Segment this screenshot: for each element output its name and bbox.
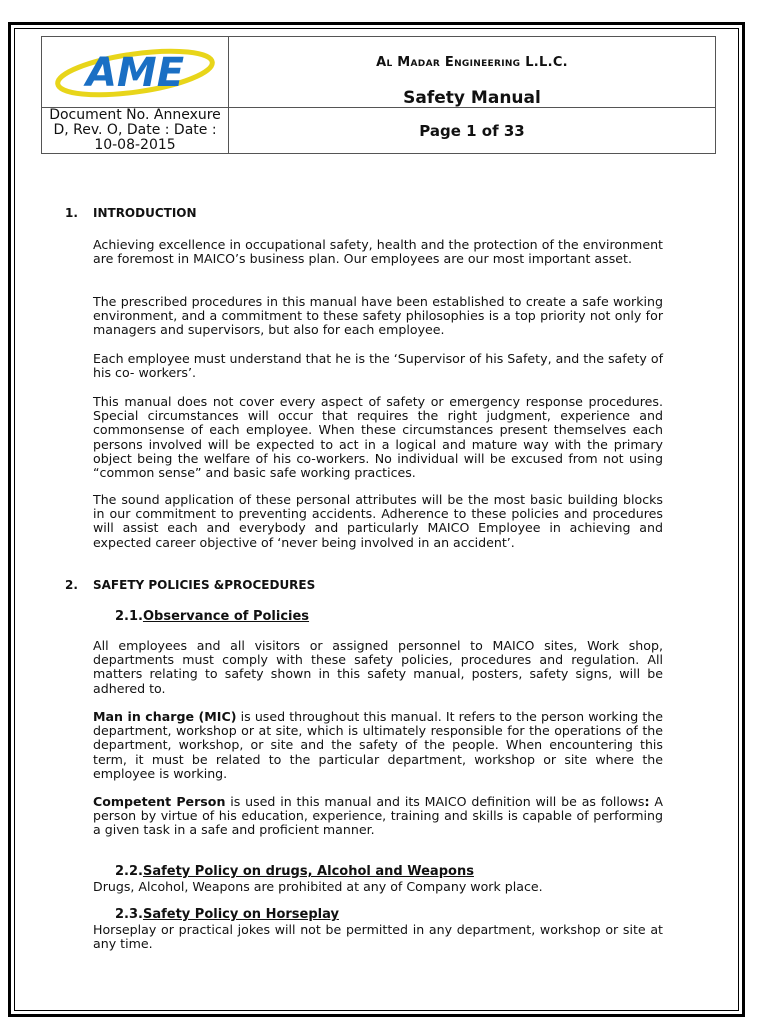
paragraph: Drugs, Alcohol, Weapons are prohibited at any of Company work place. xyxy=(93,879,543,894)
subsection-heading-observance: 2.1.Observance of Policies xyxy=(115,609,310,624)
paragraph: All employees and all visitors or assigned personnel to MAICO sites, Work shop, departments must comply with these safety policies, procedures and regulation. All matters relating to safety shown in this safety manual, posters, safety signs, will be adhered to. xyxy=(93,638,663,696)
paragraph: Horseplay or practical jokes will not be permitted in any department, workshop or site at any time. xyxy=(93,922,663,952)
company-cell xyxy=(229,37,716,108)
section-heading-introduction: 1. INTRODUCTION xyxy=(65,206,197,220)
document-number: Document No. Annexure D, Rev. O, Date : Date : 10-08-2015 xyxy=(42,108,229,154)
paragraph: Each employee must understand that he is the ‘Supervisor of his Safety, and the safety of his co- workers’. xyxy=(93,351,663,381)
paragraph: This manual does not cover every aspect of safety or emergency response procedures. Special circumstances will occur that requires the right judgment, experience and commonsense of each employee. When these circumstances present themselves each persons involved will be expected to act in a logical and mature way with the primary object being the welfare of his co-workers. No individual will be excused from not using “common sense” and basic safe working practices. xyxy=(93,394,663,481)
paragraph: Achieving excellence in occupational safety, health and the protection of the environment are foremost in MAICO’s business plan. Our employees are our most important asset. xyxy=(93,237,663,267)
logo-cell xyxy=(42,37,229,108)
company-name: Al Madar Engineering L.L.C. xyxy=(376,55,568,70)
subsection-heading-drugs: 2.2.Safety Policy on drugs, Alcohol and Weapons xyxy=(115,864,474,879)
svg-text:AME: AME xyxy=(85,50,185,96)
manual-title: Safety Manual xyxy=(403,88,541,108)
paragraph: The sound application of these personal attributes will be the most basic building blocks in our commitment to preventing accidents. Adherence to these policies and procedures will assist each and everybody and particularly MAICO Employee in achieving and expected career objective of ‘never being involved in an accident’. xyxy=(93,492,663,550)
subsection-heading-horseplay: 2.3.Safety Policy on Horseplay xyxy=(115,907,339,922)
document-header xyxy=(41,36,716,154)
term-competent-person: Competent Person xyxy=(93,794,226,809)
paragraph-mic: Man in charge (MIC) is used throughout this manual. It refers to the person working the department, workshop or at site, which is ultimately responsible for the operations of the department, workshop, or site and the safety of the people. When encountering this term, it must be related to the particular department, workshop or site where the employee is working. xyxy=(93,709,663,781)
section-heading-safety-policies: 2. SAFETY POLICIES &PROCEDURES xyxy=(65,578,316,592)
page-number: Page 1 of 33 xyxy=(229,108,716,154)
paragraph-competent-person: Competent Person is used in this manual and its MAICO definition will be as follows: A person by virtue of his education, experience, training and skills is capable of performing a given task in a safe and proficient manner. xyxy=(93,794,663,838)
paragraph: The prescribed procedures in this manual have been established to create a safe working environment, and a commitment to these safety philosophies is a top priority not only for managers and supervisors, but also for each employee. xyxy=(93,294,663,338)
ame-logo-icon xyxy=(50,42,220,102)
term-mic: Man in charge (MIC) xyxy=(93,709,237,724)
